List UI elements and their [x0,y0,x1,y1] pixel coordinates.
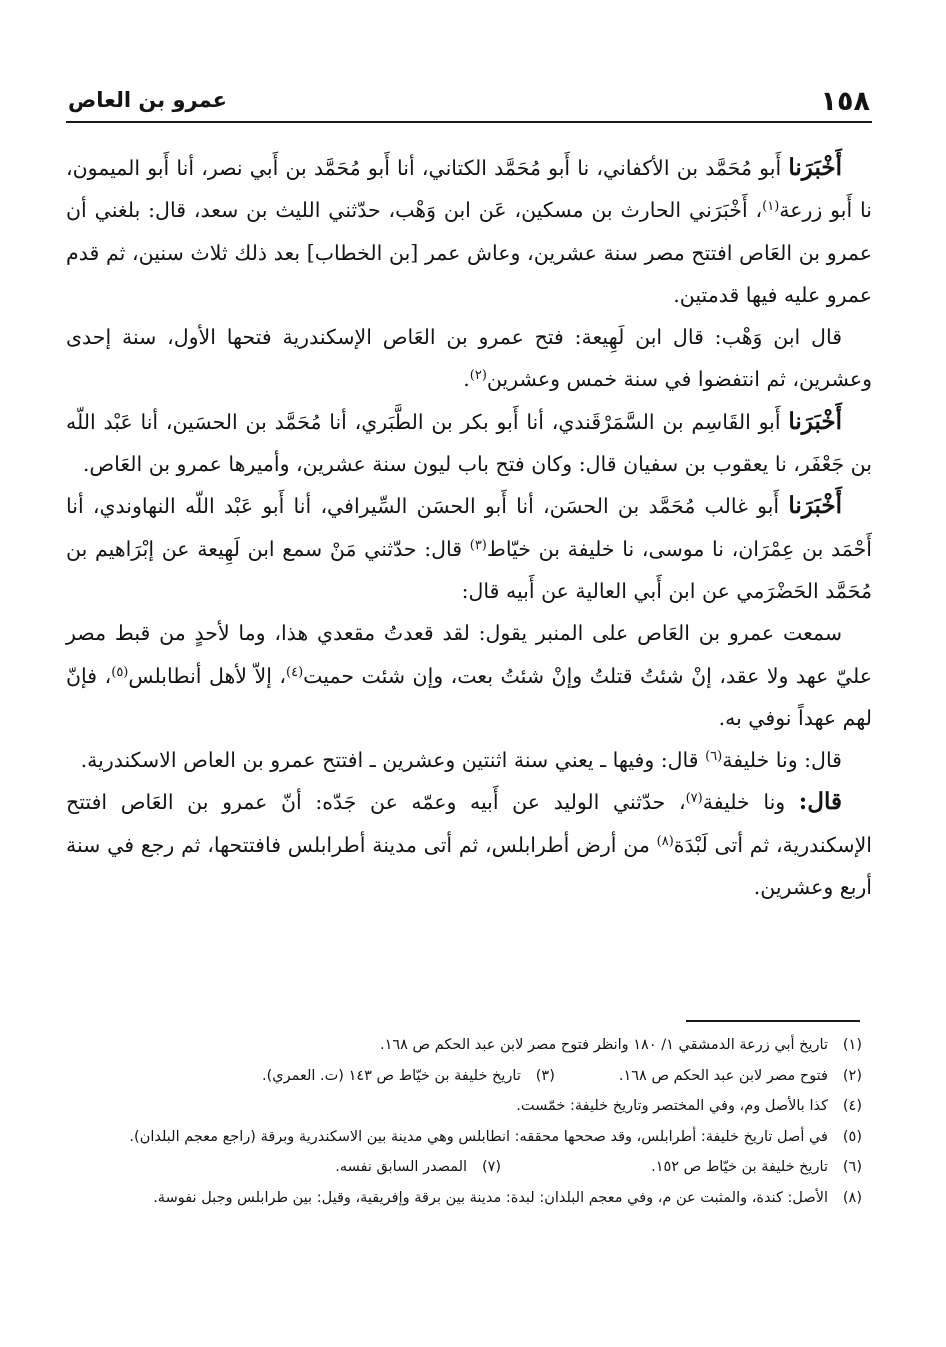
paragraph-text: أَبو غالب مُحَمَّد بن الحسَن، أنا أَبو الحسَن السِّيرافي، أنا أَبو عَبْد اللّه النهاوندي، أنا أَحْمَد بن عِمْرَان، نا موسى، نا خليفة بن خيّاط [66,494,872,561]
paragraph-text: من أرض أطرابلس، ثم أتى مدينة أطرابلس فافتتحها، ثم رجع في سنة أربع وعشرين. [66,832,872,900]
paragraph-text: سمعت عمرو بن العَاص على المنبر يقول: لقد قعدتُ مقعدي هذا، وما لأحدٍ من قبط مصر عليّ عهد ولا عقد، إنْ شئتُ قتلتُ وإنْ شئتُ بعت، وإن شئت حميت [66,621,873,688]
isnad-keyword: قال: [798,788,842,816]
main-text [66,147,872,908]
paragraph-text: قال: وفيها ـ يعني سنة اثنتين وعشرين ـ افتتح عمرو بن العاص الاسكندرية. [80,748,706,773]
footnote-text: في أصل تاريخ خليفة: أطرابلس، وقد صححها محققه: انطابلس وهي مدينة بين الاسكندرية وبرقة (راجع معجم البلدان). [129,1128,828,1145]
paragraph-text: ، إلاّ لأهل أنطابلس [128,663,287,688]
paragraph-text: قال: ونا خليفة [722,748,842,773]
footnote-reference: (٣) [469,537,487,553]
footnote-reference: (٦) [705,749,723,765]
isnad-keyword: أَخْبَرَنا [788,154,842,181]
page-number: ١٥٨ [820,86,870,117]
paragraph [66,485,872,612]
footnote-4 [66,1091,862,1122]
paragraph [66,401,872,486]
paragraph [66,612,872,739]
footnote-5 [66,1122,862,1153]
page-header [66,82,872,122]
footnote-2 [619,1061,862,1092]
footnote-row-6-7 [66,1152,862,1183]
footnote-reference: (٨) [656,833,674,849]
footnote-text: تاريخ أبي زرعة الدمشقي ١/ ١٨٠ وانظر فتوح مصر لابن عبد الحكم ص ١٦٨. [379,1037,828,1053]
header-rule [66,121,872,123]
paragraph [66,781,872,908]
footnote-3 [262,1061,555,1092]
paragraph-text: ونا خليفة [702,790,799,815]
footnote-7 [335,1152,501,1183]
footnote-8 [66,1183,862,1214]
footnote-6 [651,1152,862,1183]
paragraph [66,316,872,401]
paragraph [66,147,872,316]
footnote-number: (١) [842,1037,862,1053]
footnote-reference: (٥) [111,664,129,680]
footnote-text: الأصل: كندة، والمثبت عن م، وفي معجم البلدان: لبدة: مدينة بين برقة وإفريقية، وقيل: بين طرابلس وجبل نفوسة. [153,1189,828,1206]
footnote-text: المصدر السابق نفسه. [335,1159,468,1175]
footnote-number: (٤) [842,1098,862,1114]
footnote-number: (٨) [842,1189,862,1206]
paragraph-text: أَبو القَاسِم بن السَّمَرْقَندي، أنا أَبو بكر بن الطَّبَري، أنا مُحَمَّد بن الحسَين، أنا عَبْد اللّه بن جَعْفَر، نا يعقوب بن سفيان قال: وكان فتح باب ليون سنة عشرين، وأميرها عمرو بن العَاص. [66,409,872,477]
footnote-number: (٦) [842,1159,862,1175]
footnote-number: (٢) [842,1067,862,1084]
footnote-text: فتوح مصر لابن عبد الحكم ص ١٦٨. [618,1067,828,1084]
footnote-number: (٣) [535,1067,555,1084]
running-title: عمرو بن العاص [68,88,228,112]
isnad-keyword: أَخْبَرَنا [788,492,842,520]
paragraph-text: قال ابن وَهْب: قال ابن لَهِيعة: فتح عمرو بن العَاص الإسكندرية فتحها الأول، سنة إحدى وعشرين، ثم انتفضوا في سنة خمس وعشرين [66,325,872,392]
footnote-reference: (٧) [685,791,703,807]
footnote-reference: (١) [762,199,780,215]
footnote-separator [686,1020,860,1022]
paragraph [66,739,872,781]
footnote-reference: (٤) [286,664,304,680]
paragraph-text: قال: حدّثني مَنْ سمع ابن لَهِيعة عن إبْرَاهيم بن مُحَمَّد الحَضْرَمي عن ابن أَبي العالية عن أَبيه قال: [66,536,872,603]
footnote-text: تاريخ خليفة بن خيّاط ص ١٤٣ (ت. العمري). [262,1067,521,1084]
paragraph-text: ، فإنّ لهم عهداً نوفي به. [66,663,872,730]
paragraph-text: ، أَخْبَرَني الحارث بن مسكين، عَن ابن وَهْب، حدّثني الليث بن سعد، قال: بلغني أن عمرو بن العَاص افتتح مصر سنة عشرين، وعاش عمر [بن الخطاب] بعد ذلك ثلاث سنين، ثم قدم عمرو عليه فيها قدمتين. [66,198,872,307]
footnotes [66,1030,862,1213]
footnote-text: تاريخ خليفة بن خيّاط ص ١٥٢. [651,1159,828,1175]
paragraph-text: أَبو مُحَمَّد بن الأكفاني، نا أَبو مُحَمَّد الكتاني، أنا أَبو مُحَمَّد بن أَبي نصر، أنا أَبو الميمون، نا أَبو زرعة [66,156,872,223]
footnote-row-2-3 [66,1061,862,1092]
footnote-number: (٥) [842,1128,862,1145]
isnad-keyword: أَخْبَرَنا [788,407,842,435]
paragraph-text: ، حدّثني الوليد عن أَبيه وعمّه عن جَدّه: أنّ عمرو بن العَاص افتتح الإسكندرية، ثم أتى لَبْدَة [66,790,872,857]
footnote-text: كذا بالأصل وم، وفي المختصر وتاريخ خليفة: خمّست. [516,1098,828,1114]
footnote-1 [66,1030,862,1061]
paragraph-text: . [463,367,470,392]
footnote-number: (٧) [481,1159,502,1175]
footnote-reference: (٢) [469,368,487,384]
